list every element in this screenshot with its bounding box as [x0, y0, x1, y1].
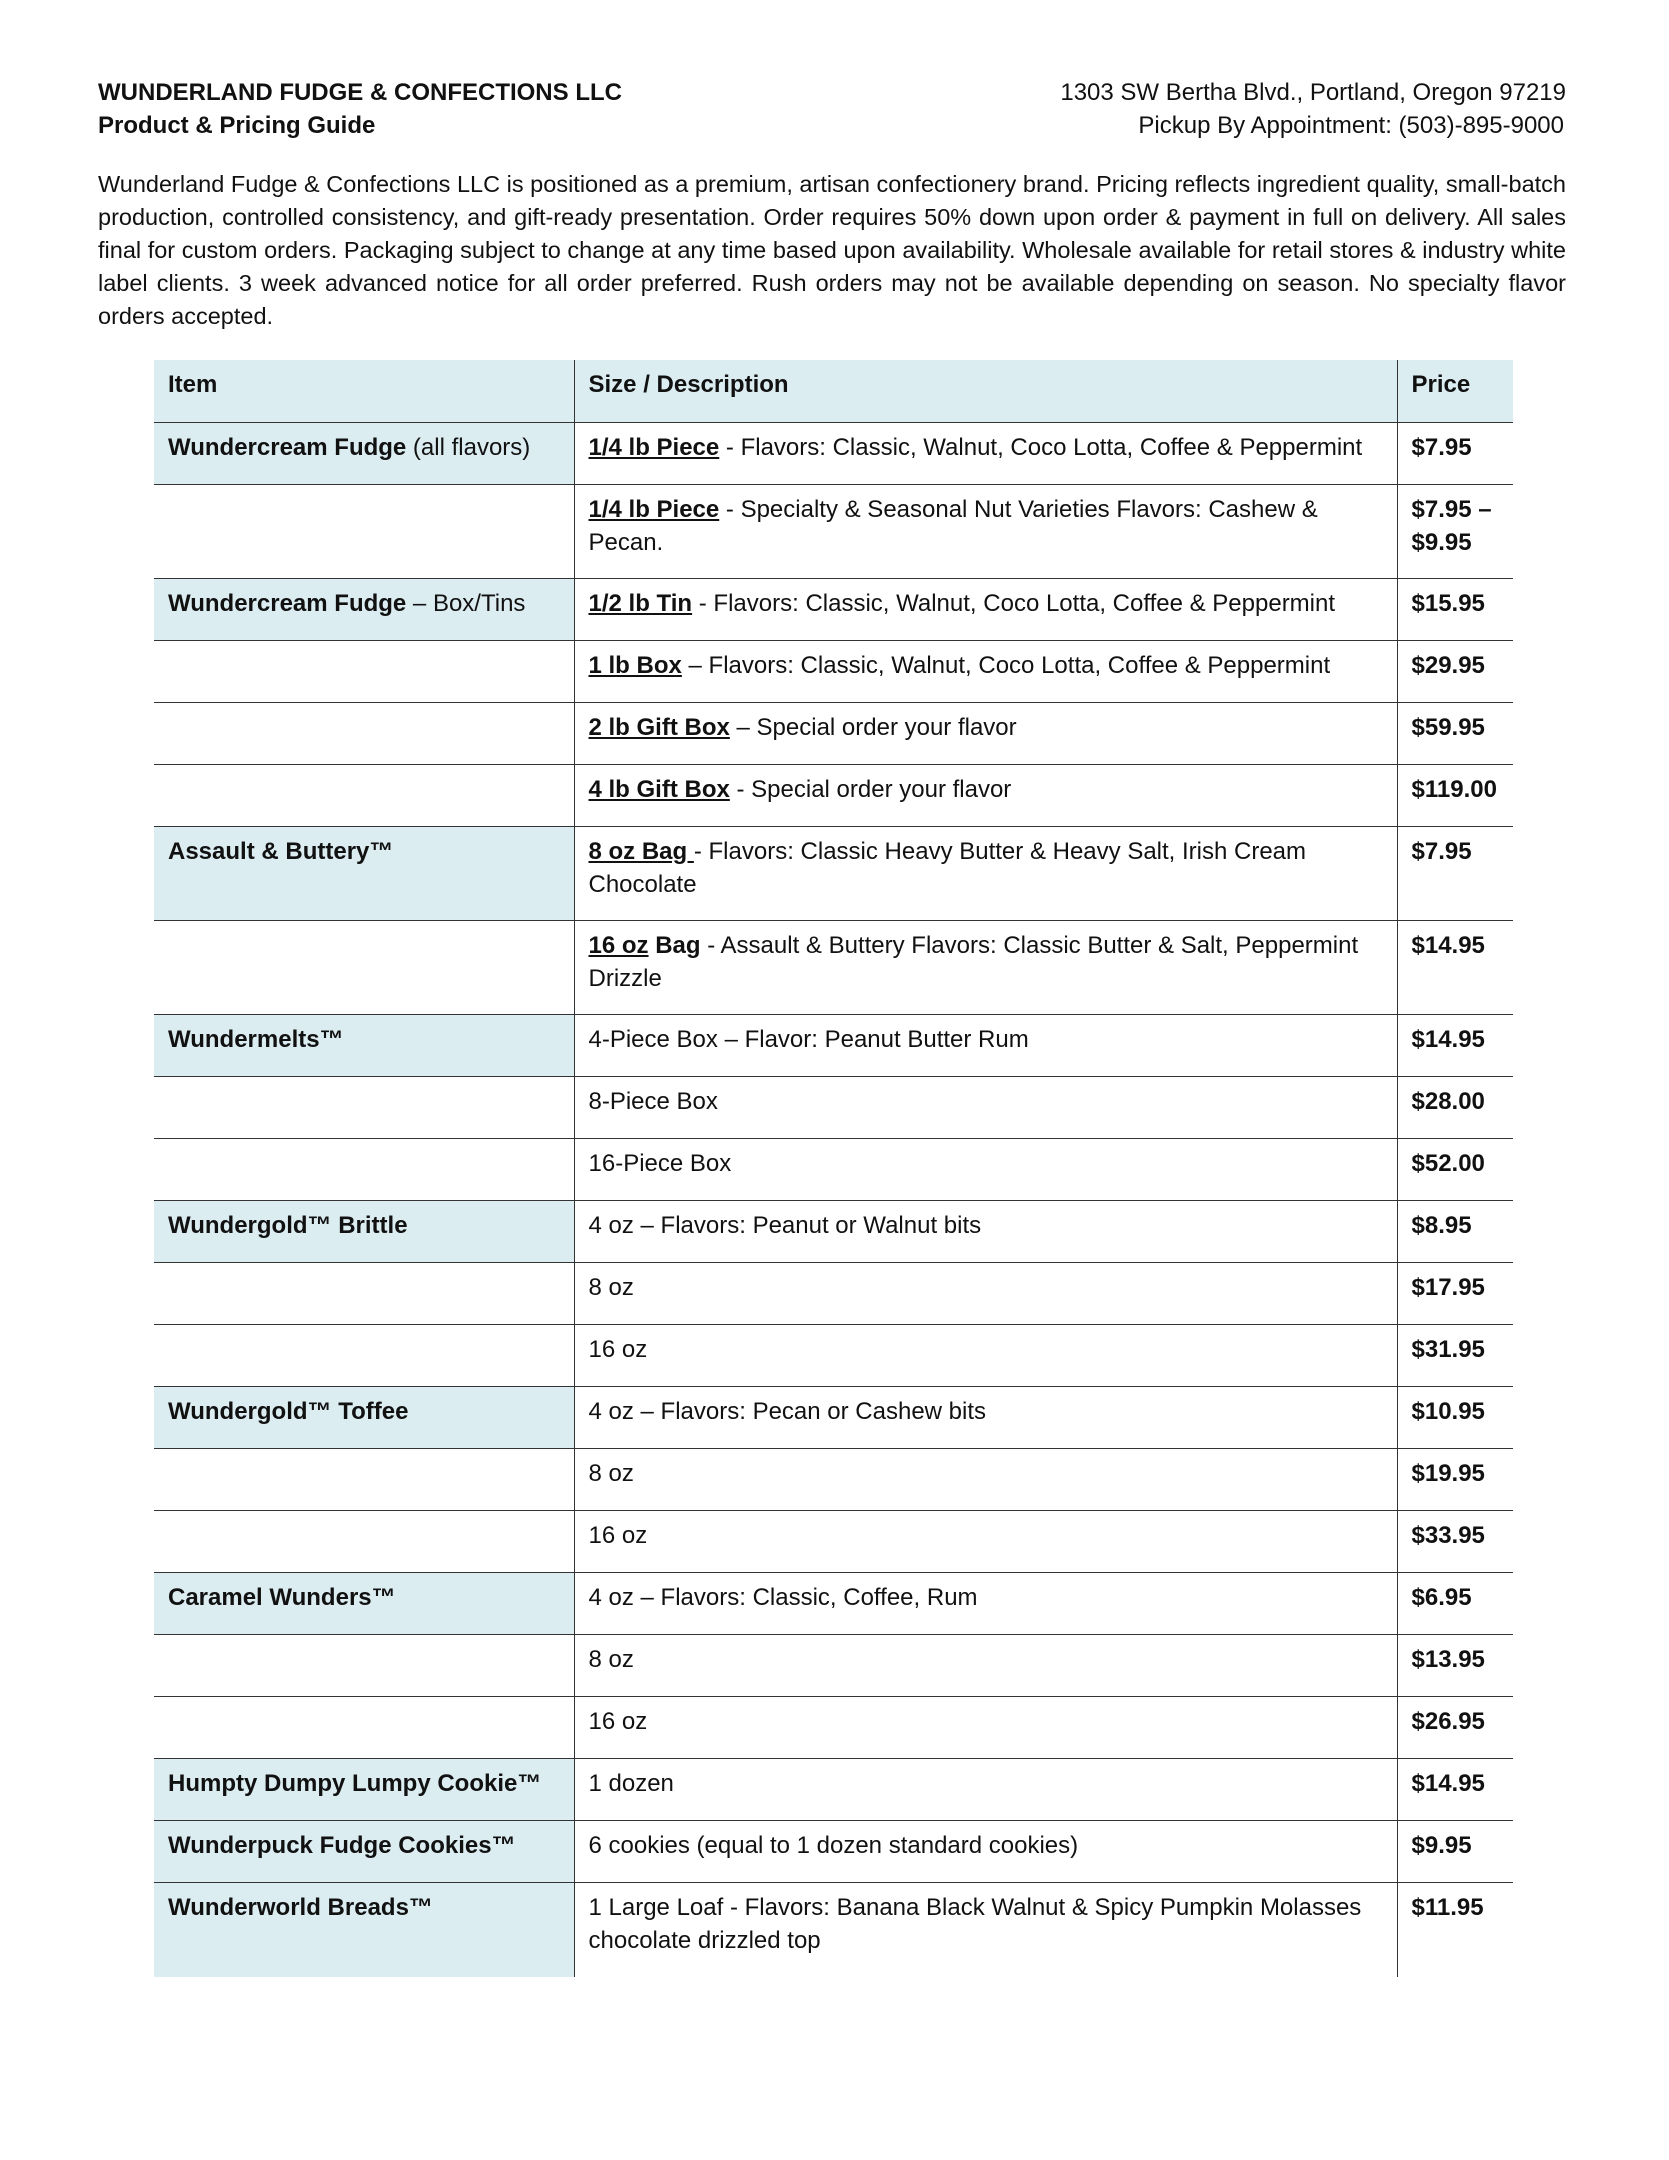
size-description-cell [574, 1077, 1397, 1139]
table-row [154, 1015, 1513, 1077]
size-description: 16 oz [588, 1708, 648, 1735]
item-name: Humpty Dumpy Lumpy Cookie™ [168, 1770, 542, 1797]
size-description-cell [574, 1387, 1397, 1449]
price-cell: $119.00 [1397, 765, 1513, 827]
item-cell [154, 579, 574, 641]
size-description-cell [574, 423, 1397, 485]
size-description: - Assault & Buttery Flavors: Classic Butter & Salt, Peppermint Drizzle [588, 932, 1359, 992]
price-cell: $14.95 [1397, 921, 1513, 1015]
table-row [154, 765, 1513, 827]
size-description-cell [574, 579, 1397, 641]
item-cell [154, 1015, 574, 1077]
size-description-cell [574, 703, 1397, 765]
price-cell: $17.95 [1397, 1263, 1513, 1325]
price-cell: $9.95 [1397, 1821, 1513, 1883]
price-cell: $13.95 [1397, 1635, 1513, 1697]
item-cell [154, 921, 574, 1015]
size-description-cell [574, 1015, 1397, 1077]
item-cell [154, 641, 574, 703]
item-cell [154, 1821, 574, 1883]
price-cell: $59.95 [1397, 703, 1513, 765]
size-description-cell [574, 1201, 1397, 1263]
item-cell [154, 1759, 574, 1821]
size-label: 16 oz [588, 932, 649, 959]
size-description: 6 cookies (equal to 1 dozen standard cookies) [588, 1832, 1079, 1859]
item-cell [154, 1449, 574, 1511]
size-description: 16 oz [588, 1336, 648, 1363]
item-qualifier: – Box/Tins [406, 590, 526, 617]
price-cell: $10.95 [1397, 1387, 1513, 1449]
column-header-price: Price [1397, 360, 1513, 423]
item-cell [154, 1697, 574, 1759]
price-cell: $6.95 [1397, 1573, 1513, 1635]
price-cell: $11.95 [1411, 1894, 1484, 1921]
table-row [154, 703, 1513, 765]
item-cell [154, 485, 574, 579]
item-qualifier: (all flavors) [406, 434, 531, 461]
size-description: 8 oz [588, 1460, 634, 1487]
table-row [154, 921, 1513, 1015]
size-label: 1/2 lb Tin [588, 590, 693, 617]
size-label: 2 lb Gift Box [588, 714, 730, 741]
table-header-row [154, 360, 1513, 423]
item-name: Wundergold™ Toffee [168, 1398, 409, 1425]
size-label: 1/4 lb Piece [588, 434, 720, 461]
size-description-cell [574, 1635, 1397, 1697]
size-description-cell [574, 1573, 1397, 1635]
size-description-cell [574, 1325, 1397, 1387]
size-description: 16-Piece Box [588, 1150, 732, 1177]
item-name: Wunderpuck Fudge Cookies™ [168, 1832, 516, 1859]
size-description: 4 oz – Flavors: Peanut or Walnut bits [588, 1212, 982, 1239]
item-cell [154, 1635, 574, 1697]
item-cell [154, 703, 574, 765]
size-description-cell [574, 641, 1397, 703]
price-cell: $29.95 [1397, 641, 1513, 703]
table-row [154, 1759, 1513, 1821]
price-cell: $7.95 [1397, 423, 1513, 485]
size-description: 16 oz [588, 1522, 648, 1549]
size-description: - Flavors: Classic Heavy Butter & Heavy Salt, Irish Cream Chocolate [588, 838, 1307, 898]
price-cell: $8.95 [1397, 1201, 1513, 1263]
size-description-cell [574, 1697, 1397, 1759]
size-description-cell [574, 1511, 1397, 1573]
item-name: Wunderworld Breads™ [168, 1894, 433, 1921]
size-description: 1 Large Loaf - Flavors: Banana Black Walnut & Spicy Pumpkin Molasses chocolate drizzled top [588, 1894, 1362, 1954]
item-cell [154, 1883, 574, 1978]
price-cell: $14.95 [1397, 1015, 1513, 1077]
size-description-cell [574, 1449, 1397, 1511]
company-name: WUNDERLAND FUDGE & CONFECTIONS LLC [98, 79, 622, 106]
size-description: 1 dozen [588, 1770, 674, 1797]
table-row [154, 827, 1513, 921]
table-row [154, 1697, 1513, 1759]
size-description: 8 oz [588, 1274, 634, 1301]
item-cell [154, 1573, 574, 1635]
size-label: 4 lb Gift Box [588, 776, 730, 803]
size-description: 8-Piece Box [588, 1088, 718, 1115]
table-row [154, 1449, 1513, 1511]
item-name: Wundercream Fudge [168, 434, 407, 461]
size-description-cell [574, 1821, 1397, 1883]
table-row [154, 579, 1513, 641]
item-name: Assault & Buttery™ [168, 838, 394, 865]
table-row [154, 423, 1513, 485]
item-cell [154, 765, 574, 827]
item-cell [154, 1139, 574, 1201]
document-subtitle: Product & Pricing Guide [98, 112, 376, 139]
pricing-table [154, 360, 1513, 1977]
table-row [154, 1077, 1513, 1139]
table-row [154, 1325, 1513, 1387]
size-description: 8 oz [588, 1646, 634, 1673]
size-description: 4 oz – Flavors: Classic, Coffee, Rum [588, 1584, 978, 1611]
size-description: - Special order your flavor [729, 776, 1012, 803]
size-description-cell [574, 1139, 1397, 1201]
item-name: Caramel Wunders™ [168, 1584, 396, 1611]
price-cell: $31.95 [1397, 1325, 1513, 1387]
item-cell [154, 1263, 574, 1325]
size-description: - Specialty & Seasonal Nut Varieties Flavors: Cashew & Pecan. [588, 496, 1318, 556]
size-label-suffix: Bag [648, 932, 701, 959]
item-cell [154, 1325, 574, 1387]
size-description-cell [574, 1263, 1397, 1325]
price-cell: $7.95 [1397, 827, 1513, 921]
table-row [154, 1511, 1513, 1573]
size-description: – Flavors: Classic, Walnut, Coco Lotta, Coffee & Peppermint [681, 652, 1331, 679]
item-cell [154, 1077, 574, 1139]
size-description-cell [574, 765, 1397, 827]
pricing-table-body [154, 423, 1513, 1978]
item-name: Wundermelts™ [168, 1026, 344, 1053]
item-cell [154, 827, 574, 921]
table-row [154, 641, 1513, 703]
size-description: 4 oz – Flavors: Pecan or Cashew bits [588, 1398, 987, 1425]
company-address: 1303 SW Bertha Blvd., Portland, Oregon 97219 [1060, 79, 1566, 106]
intro-paragraph: Wunderland Fudge & Confections LLC is positioned as a premium, artisan confectionery brand. Pricing reflects ingredient quality, small-batch production, controlled consistency, and gift-ready presentation. Order requires 50% down upon order & payment in full on delivery. All sales final for custom orders. Packaging subject to change at any time based upon availability. Wholesale available for retail stores & industry white label clients. 3 week advanced notice for all order preferred. Rush orders may not be available depending on season. No specialty flavor orders accepted. [98, 171, 1566, 329]
document-header [98, 76, 1566, 142]
size-description-cell [574, 1759, 1397, 1821]
table-row [154, 1635, 1513, 1697]
column-header-item: Item [154, 360, 574, 423]
item-name: Wundercream Fudge [168, 590, 407, 617]
table-row [154, 1821, 1513, 1883]
table-row [154, 1573, 1513, 1635]
price-cell: $26.95 [1397, 1697, 1513, 1759]
item-cell [154, 423, 574, 485]
table-row [154, 1387, 1513, 1449]
size-description: – Special order your flavor [729, 714, 1017, 741]
price-cell: $7.95 – $9.95 [1397, 485, 1513, 579]
table-row [154, 1201, 1513, 1263]
size-description-cell [574, 827, 1397, 921]
price-cell: $28.00 [1397, 1077, 1513, 1139]
price-cell: $52.00 [1397, 1139, 1513, 1201]
size-label: 1/4 lb Piece [588, 496, 720, 523]
item-cell [154, 1201, 574, 1263]
header-row-2 [98, 109, 1566, 142]
column-header-size: Size / Description [574, 360, 1397, 423]
item-cell [154, 1387, 574, 1449]
size-label: 1 lb Box [588, 652, 682, 679]
size-description-cell [574, 1883, 1397, 1978]
size-description-cell [574, 485, 1397, 579]
size-description: - Flavors: Classic, Walnut, Coco Lotta, Coffee & Peppermint [692, 590, 1336, 617]
size-description: - Flavors: Classic, Walnut, Coco Lotta, Coffee & Peppermint [719, 434, 1363, 461]
header-row-1 [98, 76, 1566, 109]
price-cell: $15.95 [1397, 579, 1513, 641]
size-label: 8 oz Bag [588, 838, 694, 865]
size-description: 4-Piece Box – Flavor: Peanut Butter Rum [588, 1026, 1029, 1053]
item-cell [154, 1511, 574, 1573]
item-name: Wundergold™ Brittle [168, 1212, 408, 1239]
table-row [154, 1263, 1513, 1325]
price-cell: $14.95 [1397, 1759, 1513, 1821]
size-description-cell [574, 921, 1397, 1015]
price-cell: $19.95 [1397, 1449, 1513, 1511]
table-row [154, 1139, 1513, 1201]
price-cell: $33.95 [1397, 1511, 1513, 1573]
table-row [154, 485, 1513, 579]
pickup-phone: Pickup By Appointment: (503)-895-9000 [1138, 112, 1564, 139]
table-row [154, 1883, 1513, 1978]
